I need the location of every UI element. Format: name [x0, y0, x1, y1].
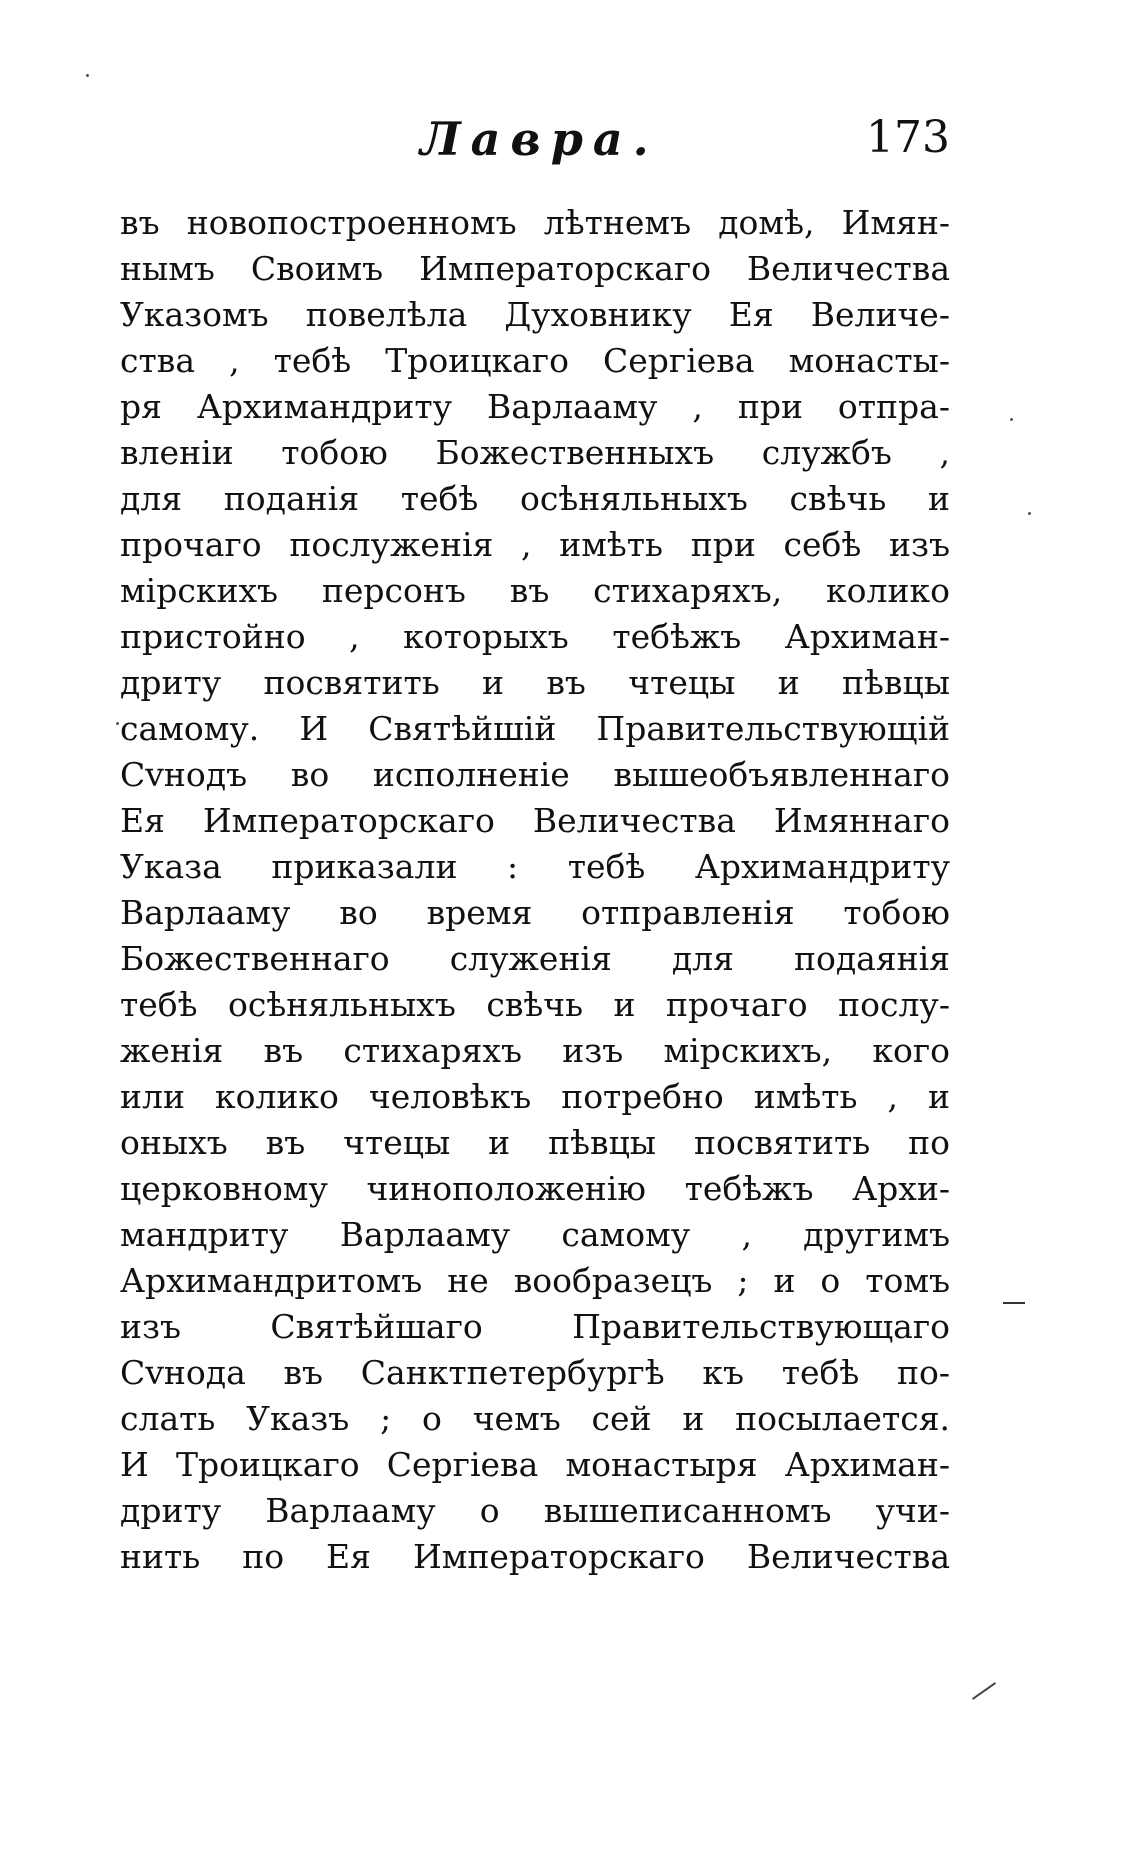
- text-line: ря Архимандриту Варлааму , при отпра-: [120, 387, 950, 426]
- speck: [1028, 512, 1031, 515]
- running-head: [120, 112, 950, 172]
- text-line: вленiи тобою Божественныхъ службъ ,: [120, 433, 950, 472]
- body-text: [120, 200, 950, 1580]
- text-line: Сvнода въ Санктпетербургѣ къ тебѣ по-: [120, 1353, 950, 1392]
- page-number: 173: [866, 112, 950, 163]
- margin-tick: [972, 1682, 996, 1700]
- text-line: тебѣ осѣняльныхъ свѣчь и прочаго послу-: [120, 985, 950, 1024]
- text-line: ства , тебѣ Троицкаго Сергiева монасты-: [120, 341, 950, 380]
- text-line: женiя въ стихаряхъ изъ мiрскихъ, кого: [120, 1031, 950, 1070]
- text-line: изъ Святѣйшаго Правительствующаго: [120, 1307, 950, 1346]
- text-line: дриту посвятить и въ чтецы и пѣвцы: [120, 663, 950, 702]
- text-line: Архимандритомъ не вообразецъ ; и о томъ: [120, 1261, 950, 1300]
- speck: [116, 722, 119, 725]
- running-title: Лавра.: [420, 112, 659, 166]
- text-line: церковному чиноположенiю тебѣжъ Архи-: [120, 1169, 950, 1208]
- text-line: прочаго послуженiя , имѣть при себѣ изъ: [120, 525, 950, 564]
- text-line: или колико человѣкъ потребно имѣть , и: [120, 1077, 950, 1116]
- text-line: Указа приказали : тебѣ Архимандриту: [120, 847, 950, 886]
- speck: [86, 74, 89, 77]
- text-line: дриту Варлааму о вышеписанномъ учи-: [120, 1491, 950, 1530]
- text-line: Божественнаго служенiя для подаянiя: [120, 939, 950, 978]
- margin-dash: [1003, 1302, 1025, 1304]
- text-line: въ новопостроенномъ лѣтнемъ домѣ, Имян-: [120, 203, 950, 242]
- text-line: слать Указъ ; о чемъ сей и посылается.: [120, 1399, 950, 1438]
- text-line: мандриту Варлааму самому , другимъ: [120, 1215, 950, 1254]
- text-line: Варлааму во время отправленiя тобою: [120, 893, 950, 932]
- text-line: нымъ Своимъ Императорскаго Величества: [120, 249, 950, 288]
- text-line: Ея Императорскаго Величества Имяннаго: [120, 801, 950, 840]
- speck: [1010, 418, 1013, 421]
- text-line: И Троицкаго Сергiева монастыря Архиман-: [120, 1445, 950, 1484]
- text-line: Указомъ повелѣла Духовнику Ея Величе-: [120, 295, 950, 334]
- text-line: самому. И Святѣйшiй Правительствующiй: [120, 709, 950, 748]
- text-line: Сvнодъ во исполненiе вышеобъявленнаго: [120, 755, 950, 794]
- text-line: пристойно , которыхъ тебѣжъ Архиман-: [120, 617, 950, 656]
- text-line: нить по Ея Императорскаго Величества: [120, 1537, 950, 1576]
- text-line: мiрскихъ персонъ въ стихаряхъ, колико: [120, 571, 950, 610]
- text-line: для поданiя тебѣ осѣняльныхъ свѣчь и: [120, 479, 950, 518]
- text-line: оныхъ въ чтецы и пѣвцы посвятить по: [120, 1123, 950, 1162]
